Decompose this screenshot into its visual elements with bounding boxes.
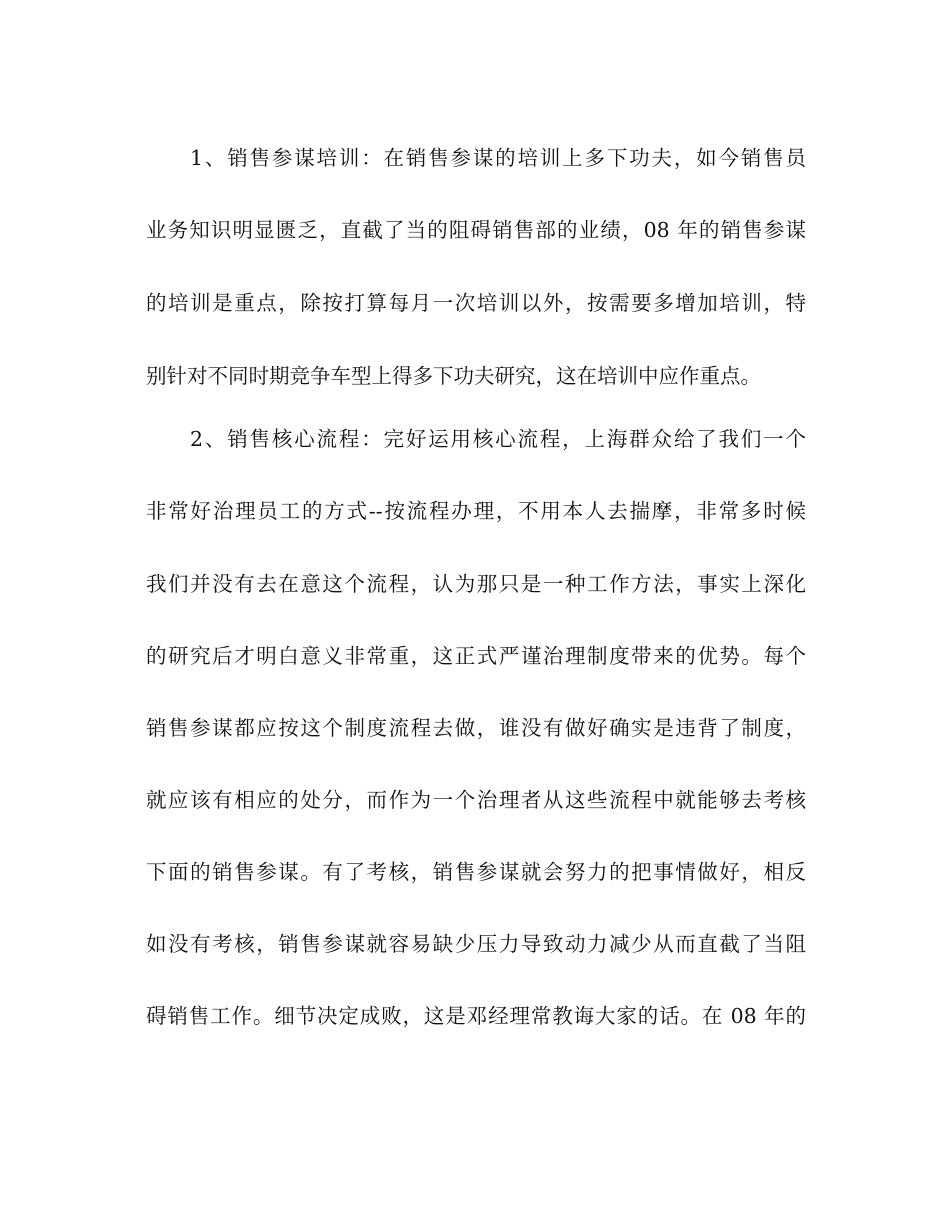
paragraph-2-line-3: 我们并没有去在意这个流程，认为那只是一种工作方法，事实上深化	[146, 572, 806, 596]
paragraph-2-line-6: 就应该有相应的处分，而作为一个治理者从这些流程中就能够去考核	[146, 788, 806, 812]
paragraph-2-line-2: 非常好治理员工的方式--按流程办理，不用本人去揣摩，非常多时候	[146, 499, 806, 523]
paragraph-2-line-7: 下面的销售参谋。有了考核，销售参谋就会努力的把事情做好，相反	[146, 860, 806, 884]
paragraph-1-line-1: 1、销售参谋培训：在销售参谋的培训上多下功夫，如今销售员	[190, 146, 806, 170]
paragraph-2-line-5: 销售参谋都应按这个制度流程去做，谁没有做好确实是违背了制度，	[146, 716, 806, 740]
paragraph-1-line-4: 别针对不同时期竞争车型上得多下功夫研究，这在培训中应作重点。	[146, 364, 761, 388]
paragraph-2-line-1: 2、销售核心流程：完好运用核心流程，上海群众给了我们一个	[190, 427, 806, 451]
paragraph-1-line-2: 业务知识明显匮乏，直截了当的阻碍销售部的业绩，08 年的销售参谋	[146, 218, 806, 242]
paragraph-2-line-8: 如没有考核，销售参谋就容易缺少压力导致动力减少从而直截了当阻	[146, 932, 806, 956]
paragraph-2-line-4: 的研究后才明白意义非常重，这正式严谨治理制度带来的优势。每个	[146, 644, 806, 668]
paragraph-1-line-3: 的培训是重点，除按打算每月一次培训以外，按需要多增加培训，特	[146, 291, 806, 315]
paragraph-2-line-9: 碍销售工作。细节决定成败，这是邓经理常教诲大家的话。在 08 年的	[146, 1004, 806, 1028]
